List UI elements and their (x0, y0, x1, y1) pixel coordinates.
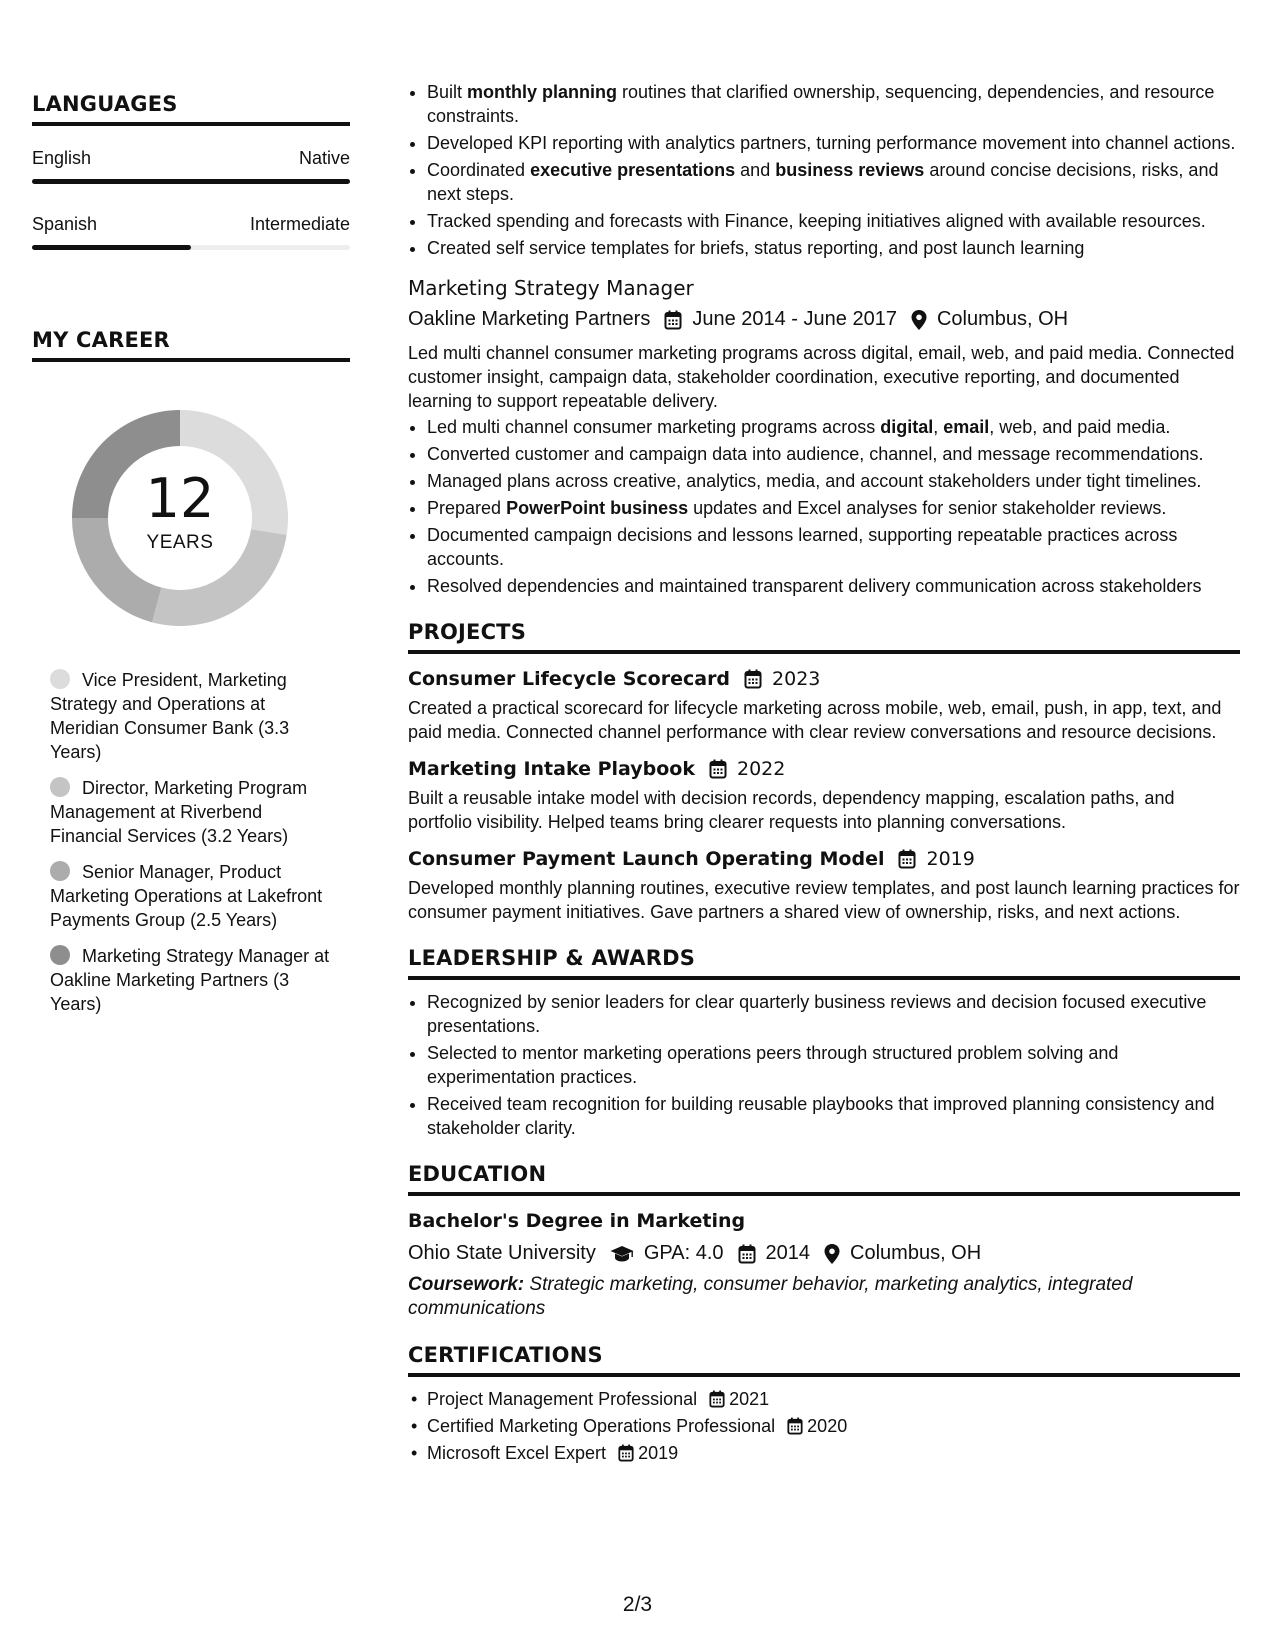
leadership-title: LEADERSHIP & AWARDS (408, 946, 1240, 980)
list-item (427, 1387, 1240, 1411)
location-pin-icon (911, 310, 927, 330)
project-description: Developed monthly planning routines, executive review templates, and post launch learning practices for consumer payment initiatives. Gave partners a shared view of ownership, risks, and next actions. (408, 878, 1240, 922)
language-name: Spanish (32, 214, 98, 234)
language-bar (32, 245, 350, 250)
projects-section (408, 620, 1240, 924)
list-item (427, 1414, 1240, 1438)
gpa: GPA: 4.0 (643, 1242, 724, 1264)
certifications-title: CERTIFICATIONS (408, 1343, 1240, 1377)
coursework-text: Strategic marketing, consumer behavior, marketing analytics, integrated communications (408, 1274, 1133, 1319)
leadership-section (408, 946, 1240, 1140)
language-item (32, 148, 350, 184)
language-bar (32, 179, 350, 184)
career-item (50, 860, 330, 932)
career-years-number: 12 (145, 467, 215, 530)
list-item: • Managed plans across creative, analytics, media, and account stakeholders under tight timelines. (427, 469, 1240, 493)
job-bullets (408, 415, 1240, 598)
certification-name: • Project Management Professional (427, 1389, 698, 1409)
education-section (408, 1162, 1240, 1321)
project-description: Built a reusable intake model with decision records, dependency mapping, escalation paths, and portfolio visibility. Helped teams bring clearer requests into planning conversations. (408, 788, 1175, 832)
career-item (50, 944, 330, 1016)
project-name: Consumer Lifecycle Scorecard (408, 668, 731, 690)
list-item: • Resolved dependencies and maintained transparent delivery communication across stakeholders (427, 574, 1240, 598)
education-location: Columbus, OH (850, 1242, 982, 1264)
job-location: Columbus, OH (936, 308, 1069, 330)
certifications-section (408, 1343, 1240, 1465)
job-company: Oakline Marketing Partners (408, 308, 651, 330)
calendar-icon (618, 1444, 634, 1462)
language-bar-fill (32, 245, 191, 250)
education-meta (408, 1242, 1240, 1265)
project-item (408, 848, 1240, 924)
language-item (32, 214, 350, 250)
calendar-icon (738, 1244, 756, 1264)
list-item: • Developed KPI reporting with analytics partners, turning performance movement into channel actions. (427, 131, 1240, 155)
career-item-text: Vice President, Marketing Strategy and Operations at Meridian Consumer Bank (3.3 Years) (50, 670, 290, 762)
list-item: • Created self service templates for briefs, status reporting, and post launch learning (427, 236, 1240, 260)
main-column (408, 80, 1240, 1468)
career-title: MY CAREER (32, 328, 350, 362)
leadership-list (408, 990, 1240, 1140)
job-summary: Led multi channel consumer marketing programs across digital, email, web, and paid media. Connected customer insight, campaign data, stakeholder coordination, executive reporting, and documented learning to support repeatable delivery. (408, 343, 1235, 411)
list-item: • Converted customer and campaign data into audience, channel, and message recommendations. (427, 442, 1240, 466)
certification-year: 2020 (807, 1416, 848, 1436)
career-item-text: Director, Marketing Program Management at Riverbend Financial Services (3.2 Years) (50, 778, 308, 846)
page-number: 2/3 (622, 1593, 653, 1616)
job-meta (408, 308, 1240, 331)
language-bar-fill (32, 179, 350, 184)
list-item: • Built monthly planning routines that clarified ownership, sequencing, dependencies, and resource constraints. (427, 80, 1240, 128)
list-item: • Selected to mentor marketing operations peers through structured problem solving and experimentation practices. (427, 1041, 1240, 1089)
project-name: Marketing Intake Playbook (408, 758, 695, 780)
coursework-label: Coursework: (408, 1274, 525, 1295)
location-pin-icon (824, 1244, 840, 1264)
career-dot (50, 777, 70, 797)
languages-title: LANGUAGES (32, 92, 350, 126)
project-description: Created a practical scorecard for lifecycle marketing across mobile, web, email, push, in app, text, and paid media. Connected channel performance with clear review conversations and resource decisions. (408, 698, 1222, 742)
previous-job-bullets (408, 80, 1240, 260)
calendar-icon (787, 1417, 803, 1435)
certifications-list (408, 1387, 1240, 1465)
job-title: Marketing Strategy Manager (408, 276, 694, 300)
list-item: • Prepared PowerPoint business updates and Excel analyses for senior stakeholder reviews. (427, 496, 1240, 520)
calendar-icon (709, 759, 727, 779)
career-item-text: Senior Manager, Product Marketing Operations at Lakefront Payments Group (2.5 Years) (50, 862, 323, 930)
certification-name: • Certified Marketing Operations Professional (427, 1416, 776, 1436)
list-item: • Documented campaign decisions and lessons learned, supporting repeatable practices across accounts. (427, 523, 1240, 571)
project-year: 2019 (926, 848, 975, 870)
certification-name: • Microsoft Excel Expert (427, 1443, 607, 1463)
job-dates: June 2014 - June 2017 (692, 308, 897, 330)
calendar-icon (744, 669, 762, 689)
project-name: Consumer Payment Launch Operating Model (408, 848, 885, 870)
language-level: Intermediate (249, 214, 350, 234)
list-item: • Recognized by senior leaders for clear quarterly business reviews and decision focused executive presentations. (427, 990, 1240, 1038)
graduation-year: 2014 (765, 1242, 811, 1264)
project-item (408, 668, 1240, 744)
projects-title: PROJECTS (408, 620, 1240, 654)
school: Ohio State University (408, 1242, 596, 1264)
project-year: 2023 (772, 668, 821, 690)
certification-year: 2019 (638, 1443, 679, 1463)
career-item-text: Marketing Strategy Manager at Oakline Marketing Partners (3 Years) (50, 946, 330, 1014)
degree: Bachelor's Degree in Marketing (408, 1210, 746, 1232)
language-name: English (32, 148, 92, 168)
list-item: • Received team recognition for building reusable playbooks that improved planning consistency and stakeholder clarity. (427, 1092, 1240, 1140)
career-item (50, 776, 330, 848)
career-dot (50, 945, 70, 965)
career-years-label: YEARS (146, 532, 214, 553)
career-dot (50, 669, 70, 689)
career-item (50, 668, 330, 764)
education-title: EDUCATION (408, 1162, 1240, 1196)
list-item: • Tracked spending and forecasts with Finance, keeping initiatives aligned with available resources. (427, 209, 1240, 233)
list-item: • Coordinated executive presentations and business reviews around concise decisions, risks, and next steps. (427, 158, 1240, 206)
coursework (408, 1273, 1240, 1321)
graduation-cap-icon (610, 1245, 634, 1263)
career-list (50, 668, 330, 1016)
calendar-icon (709, 1390, 725, 1408)
list-item (427, 1441, 1240, 1465)
career-donut (66, 404, 294, 632)
calendar-icon (664, 310, 682, 330)
language-level: Native (298, 148, 350, 168)
project-year: 2022 (736, 758, 786, 780)
certification-year: 2021 (729, 1389, 770, 1409)
career-dot (50, 861, 70, 881)
project-item (408, 758, 1240, 834)
sidebar (32, 92, 350, 1028)
list-item: • Led multi channel consumer marketing programs across digital, email, web, and paid media. (427, 415, 1240, 439)
calendar-icon (898, 849, 916, 869)
